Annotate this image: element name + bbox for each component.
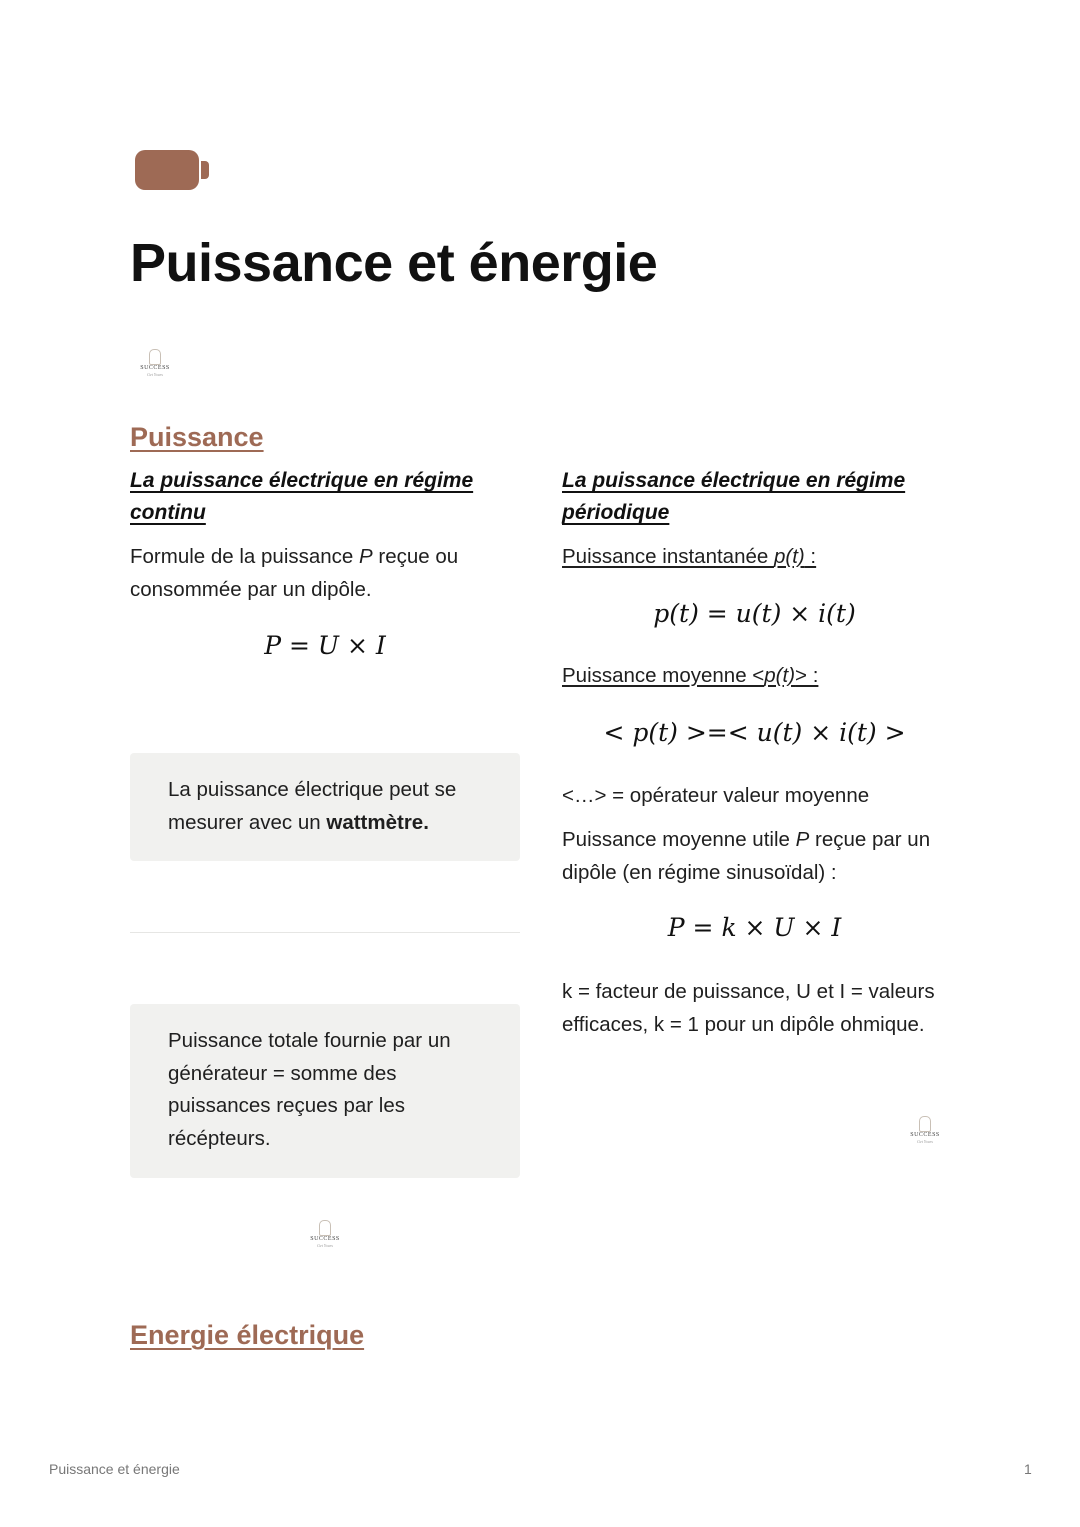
divider xyxy=(130,932,520,933)
logo-figure-icon xyxy=(319,1220,331,1236)
label-puissance-moyenne: Puissance moyenne <p(t)> : xyxy=(562,664,819,687)
battery-icon xyxy=(135,150,199,190)
formula-pt: p(t) = u(t) × i(t) xyxy=(653,599,856,628)
logo-figure-icon xyxy=(149,349,161,365)
callout-puissance-totale-text: Puissance totale fournie par un générateur = somme des puissances reçues par les récépteurs. xyxy=(168,1029,451,1150)
logo-figure-icon xyxy=(919,1116,931,1132)
callout-wattmetre-text: La puissance électrique peut se mesurer avec un wattmètre. xyxy=(168,778,457,834)
page-title: Puissance et énergie xyxy=(130,233,658,293)
section-heading-energie: Energie électrique xyxy=(130,1320,365,1350)
formula-p-kui: P = k × U × I xyxy=(667,913,842,942)
success-logo: SUCCESS Get Yours xyxy=(905,1116,945,1144)
formula-mean-pt: < p(t) >=< u(t) × i(t) > xyxy=(603,718,906,747)
callout-puissance-totale xyxy=(130,1004,520,1178)
success-logo: SUCCESS Get Yours xyxy=(305,1220,345,1248)
label-puissance-instantanee: Puissance instantanée p(t) : xyxy=(562,545,817,568)
battery-icon-tip xyxy=(201,161,209,179)
subheading-continu: La puissance électrique en régime continu xyxy=(130,469,474,524)
subheading-periodique: La puissance électrique en régime périodique xyxy=(562,469,906,524)
footer-doc-title: Puissance et énergie xyxy=(49,1461,180,1477)
formula-p-ui: P = U × I xyxy=(264,631,386,660)
useful-power-text: Puissance moyenne utile P reçue par un dipôle (en régime sinusoïdal) : xyxy=(562,828,931,884)
callout-wattmetre xyxy=(130,753,520,861)
success-logo: SUCCESS Get Yours xyxy=(135,349,175,377)
operator-note: <…> = opérateur valeur moyenne xyxy=(562,784,870,807)
k-note: k = facteur de puissance, U et I = valeurs efficaces, k = 1 pour un dipôle ohmique. xyxy=(562,980,935,1036)
section-heading-puissance: Puissance xyxy=(130,422,264,452)
continu-intro: Formule de la puissance P reçue ou consommée par un dipôle. xyxy=(130,545,459,601)
footer-page-number: 1 xyxy=(1024,1461,1032,1477)
